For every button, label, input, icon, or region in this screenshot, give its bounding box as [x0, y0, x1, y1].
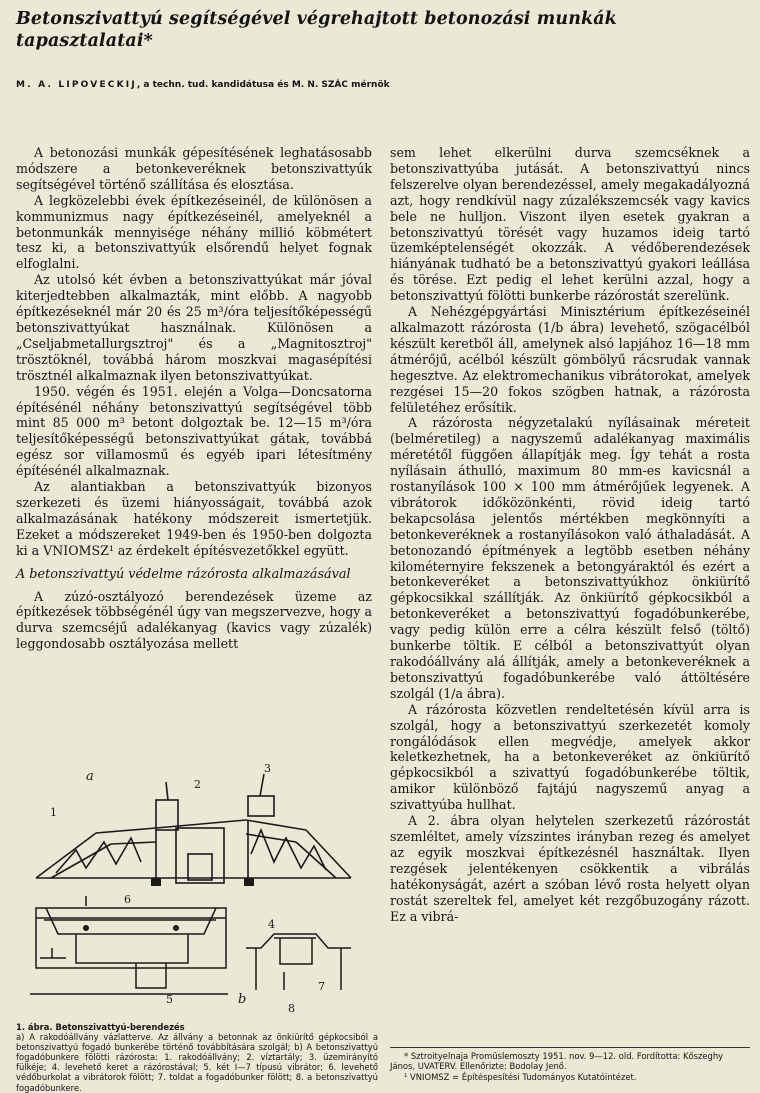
figure-caption: [16, 1022, 378, 1093]
figure-label-5: 5: [166, 993, 173, 1006]
figure-label-a: a: [86, 769, 94, 784]
paragraph: sem lehet elkerülni durva szemcséknek a betonszivattyúba jutását. A betonszivattyú nincs felszerelve olyan berendezéssel, amely megakadályozná azt, hogy rendkívül nagy zúzalékszemcsék vagy kavics bele ne hulljon. Viszont ilyen esetek gyakran a betonszivattyú törését vagy huzamos ideig tartó üzemképtelenségét okozzák. A védőberendezések hiányának tudható be a betonszivattyú gyakori leállása és törése. Ezt pedig el lehet kerülni azzal, hogy a betonszivattyú fölötti bunkerbe rázórostát szerelünk.: [390, 145, 750, 304]
vibrator-marker: [83, 925, 89, 931]
paragraph: A 2. ábra olyan helytelen szerkezetű rázórostát szemléltet, amely vízszintes irányban rezeg és amelyet az egyik moszkvai építkezésnél használtak. Ilyen rezgések jelentékenyen csökkentik a vibrálás hatékonyságát, azért a szóban lévő rosta helyett olyan rostát szereltek fel, amelyet két rezgőbuzogány rázott. Ez a vibrá-: [390, 813, 750, 924]
author-affiliation: , a techn. tud. kandidátusa és M. N. SZÁC mérnök: [136, 80, 390, 90]
figure-label-7: 7: [318, 980, 325, 993]
right-column: [390, 145, 750, 924]
operator-cabin: [156, 800, 178, 830]
paragraph: A zúzó-osztályozó berendezések üzeme az építkezések többségénél úgy van megszervezve, hogy a durva szemcséjű adalékanyag (kavics vagy zúzalék) leggondosabb osztályozása mellett: [16, 588, 372, 652]
figure-label-1: 1: [50, 806, 57, 819]
figure-label-6: 6: [124, 893, 131, 906]
footnote-1: ¹ VNIOMSZ = Építéspesítési Tudományos Kutatóintézet.: [404, 1071, 637, 1082]
article-authors: [16, 80, 736, 90]
section-heading: A betonszivattyú védelme rázórosta alkalmazásával: [16, 566, 351, 582]
footnotes: [390, 1047, 750, 1082]
paragraph: 1950. végén és 1951. elején a Volga—Doncsatorna építésénél néhány betonszivattyú segítségével több mint 85 000 m³ betont dolgoztak be. 12—15 m³/óra teljesítőképességű betonszivattyúkat gátak, továbbá egész sor villamosmű és egyéb ipari létesítmény építésénél alkalmaznak.: [16, 383, 372, 479]
paragraph: A Nehézgépgyártási Minisztérium építkezéseinél alkalmazott rázórosta (1/b ábra) levehető, szögacélból készült keretből áll, amelynek alsó lapjához 16—18 mm átmérőjű, acélból készült gömbölyű rácsrudak vannak hegesztve. Az elektromechanikus vibrátorokat, amelyek rezgései 15—20 fokos szögben hatnak, a rázórosta felületéhez erősítik.: [390, 304, 750, 415]
figure-label-4: 4: [268, 918, 275, 931]
figure-label-2: 2: [194, 778, 201, 791]
figure-label-b: b: [238, 992, 247, 1007]
loading-platform-drawing: [16, 758, 372, 1018]
figure-1-diagram: [16, 758, 372, 1018]
left-column: [16, 145, 372, 652]
platform-frame: [176, 828, 224, 883]
paragraph: A legközelebbi évek építkezéseinél, de különösen a kommunizmus nagy építkezéseinél, amelyeknél a betonmunkák mennyisége néhány millió köbmétert tesz ki, a betonszivattyúk elsőrendű helyet fognak elfoglalni.: [16, 192, 372, 272]
author-name: M. A. LIPOVECKIJ: [16, 80, 137, 90]
paragraph: A betonozási munkák gépesítésének leghatásosabb módszere a betonkeveréknek betonszivattyúk segítségével történő szállítása és elosztása.: [16, 145, 372, 192]
figure-label-3: 3: [264, 762, 271, 775]
water-tank: [248, 796, 274, 816]
caption-body: a) A rakodóállvány vázlatterve. Az állvány a betonnak az önkiürítő gépkocsiból a betonszivattyú fogadó bunkerébe történő továbbítására szolgál; b) A betonszivattyú fogadóbunkere fölötti rázórosta: 1. rakodóállvány; 2. víztartály; 3. üzemirányító fülkéje; 4. levehető keret a rázórostával; 5. két I—7 típusú vibrátor; 6. levehető védőburkolat a vibrátorok fölött; 7. toldat a fogadóbunker fölött; 8. a betonszivattyú fogadóbunkere.: [16, 1032, 378, 1093]
paragraph: A rázórosta közvetlen rendeltetésén kívül arra is szolgál, hogy a betonszivattyú szerkezetét komoly rongálódások ellen megvédje, amelyek akkor keletkezhetnek, ha a betonkeveréket az önkiürítő gépkocsikból a szivattyú fogadóbunkerébe töltik, amikor különböző fajtájú nagyszemű anyag a szivattyúba hullhat.: [390, 701, 750, 813]
paragraph: Az utolsó két évben a betonszivattyúkat már jóval kiterjedtebben alkalmazták, mint előbb. A nagyobb építkezéseknél már 20 és 25 m³/óra teljesítőképességű betonszivattyúkat használnak. Különösen a „Cseljabmetallurgsztroj" és a „Magnitosztroj" trösztöknél, továbbá három moszkvai magasépítési trösztnél alkalmaznak ilyen betonszivattyúkat.: [16, 272, 372, 383]
caption-title: 1. ábra. Betonszivattyú-berendezés: [16, 1022, 185, 1032]
concrete-pump-box: [188, 854, 212, 880]
paragraph: Az alantiakban a betonszivattyúk bizonyos szerkezeti és üzemi hiányosságait, továbbá azok alkalmazásának hatékony módszereit ismertetjük. Ezeket a módszereket 1949-ben és 1950-ben dolgozta ki a VNIOMSZ¹ az érdekelt építésvezetőkkel együtt.: [16, 479, 372, 558]
article-title: Betonszivattyú segítségével végrehajtott betonozási munkák tapasztalatai*: [16, 9, 617, 51]
footnote-star: * Sztroityelnaja Promüslemoszty 1951. nov. 9—12. old. Fordította: Kőszeghy János, UVATERV. Ellenőrizte: Bodolay Jenő.: [390, 1051, 724, 1072]
figure-label-8: 8: [288, 1002, 295, 1015]
paragraph: A rázórosta négyzetalakú nyílásainak méreteit (belméretileg) a nagyszemű adalékanyag maximális méretétől függően állapítják meg. Így tehát a rosta nyílásain áthulló, maximum 80 mm-es kavicsnál a rostanyílások 100 × 100 mm átmérőjűek legyenek. A vibrátorok időközönkénti, rövid ideig tartó bekapcsolása jelentős mértékben megkönnyíti a betonkeveréknek a rostanyílásokon való áthaladását. A betonozandó építmények a legtöbb esetben néhány kilométernyire fekszenek a betongyáraktól és ezért a betonkeveréket a betonszivattyúkhoz önkiürítő gépkocsikkal szállítják. Az önkiürítő gépkocsikból a betonkeveréket a betonszivattyú fogadóbunkerébe, vagy pedig külön erre a célra készült felső (töltő) bunkerbe töltik. E célból a betonszivattyút olyan rakodóállvány alá állítják, amely a betonkeveréknek a betonszivattyú fogadóbunkerébe való áttöltésére szolgál (1/a ábra).: [390, 415, 750, 701]
